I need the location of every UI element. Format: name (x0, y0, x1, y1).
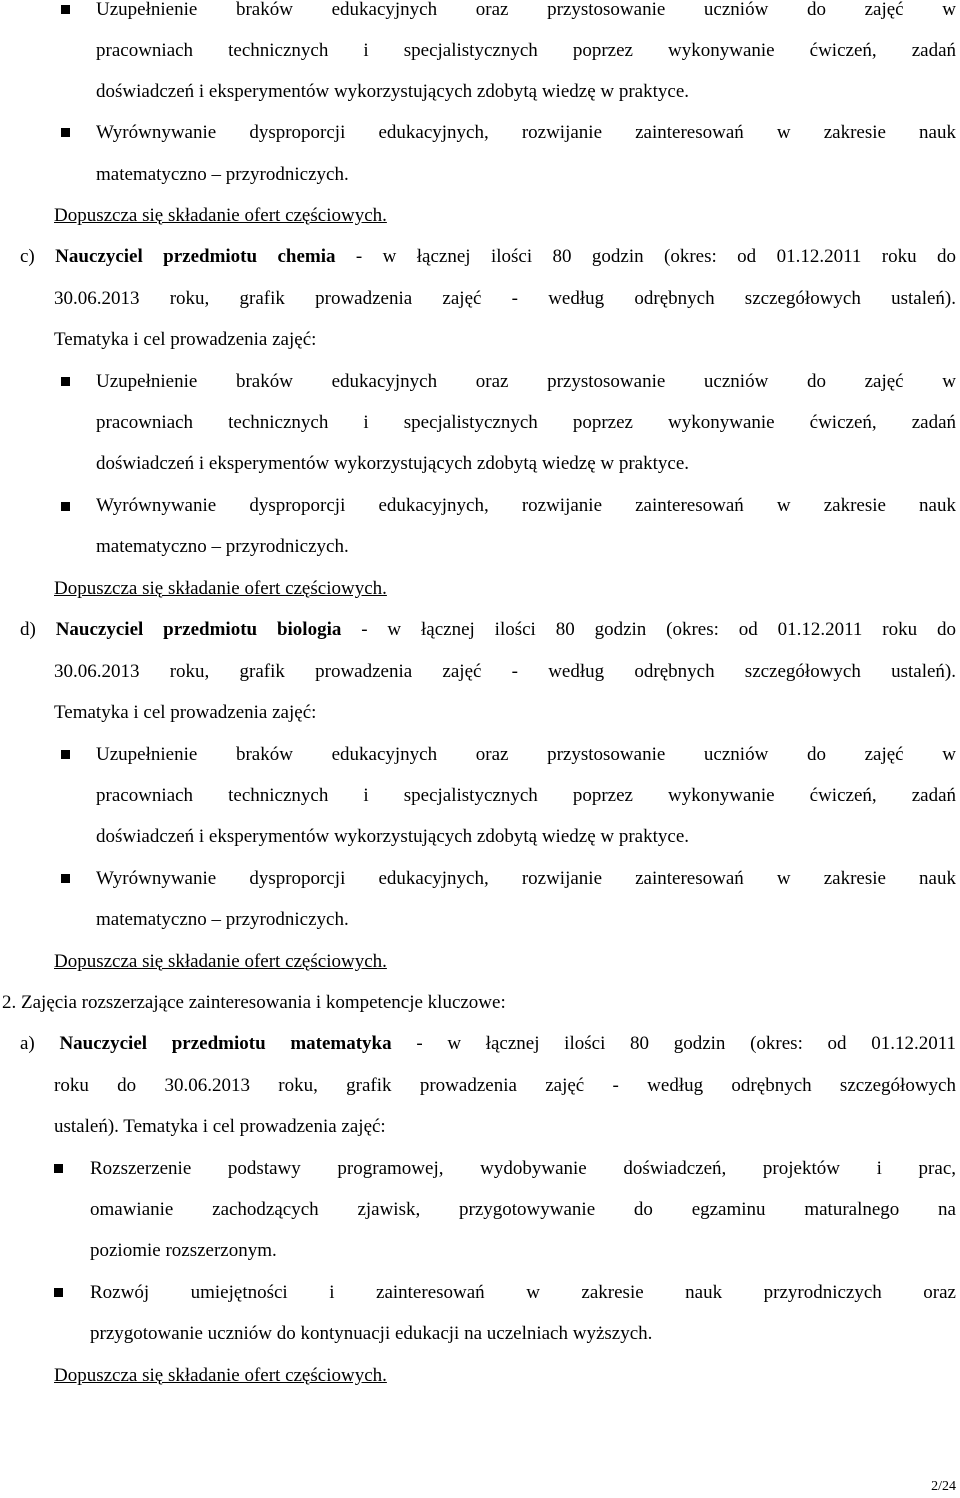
item-label: d) (20, 619, 36, 640)
text-line: Rozwój umiejętności i zainteresowań w zakresie nauk przyrodniczych oraz (90, 1282, 956, 1303)
text-line: Uzupełnienie braków edukacyjnych oraz przystosowanie uczniów do zajęć w (96, 744, 956, 765)
item-title: Nauczyciel przedmiotu matematyka (59, 1033, 392, 1054)
partial-offer-note: Dopuszcza się składanie ofert częściowych. (54, 1365, 387, 1386)
partial-offer-note: Dopuszcza się składanie ofert częściowych. (54, 951, 387, 972)
text-line: doświadczeń i eksperymentów wykorzystujących zdobytą wiedzę w praktyce. (96, 826, 690, 847)
text-line: 30.06.2013 roku, grafik prowadzenia zajęć - według odrębnych szczegółowych ustaleń). (54, 288, 956, 309)
text-line: doświadczeń i eksperymentów wykorzystujących zdobytą wiedzę w praktyce. (96, 453, 690, 474)
topic-label: Tematyka i cel prowadzenia zajęć: (54, 702, 317, 723)
text-line: pracowniach technicznych i specjalistycznych poprzez wykonywanie ćwiczeń, zadań (96, 412, 956, 433)
bullet-icon (61, 874, 70, 883)
item-details: - w łącznej ilości 80 godzin (okres: od 01.12.2011 roku do (341, 619, 956, 640)
bullet-icon (54, 1288, 63, 1297)
bullet-icon (61, 5, 70, 14)
text-line: matematyczno – przyrodniczych. (96, 164, 349, 185)
text-line: roku do 30.06.2013 roku, grafik prowadzenia zajęć - według odrębnych szczegółowych (54, 1075, 956, 1096)
item-heading-d (20, 618, 956, 642)
item-heading-c (20, 245, 956, 269)
item-details: - w łącznej ilości 80 godzin (okres: od 01.12.2011 roku do (335, 246, 956, 267)
text-line: 30.06.2013 roku, grafik prowadzenia zajęć - według odrębnych szczegółowych ustaleń). (54, 661, 956, 682)
topic-label: Tematyka i cel prowadzenia zajęć: (54, 329, 317, 350)
bullet-icon (54, 1164, 63, 1173)
text-line: matematyczno – przyrodniczych. (96, 909, 349, 930)
bullet-icon (61, 377, 70, 386)
text-line: pracowniach technicznych i specjalistycznych poprzez wykonywanie ćwiczeń, zadań (96, 785, 956, 806)
item-heading-a (20, 1032, 956, 1056)
item-label: a) (20, 1033, 35, 1054)
text-line: doświadczeń i eksperymentów wykorzystujących zdobytą wiedzę w praktyce. (96, 81, 690, 102)
partial-offer-note: Dopuszcza się składanie ofert częściowych. (54, 578, 387, 599)
text-line: przygotowanie uczniów do kontynuacji edukacji na uczelniach wyższych. (90, 1323, 653, 1344)
bullet-icon (61, 750, 70, 759)
section-heading: 2. Zajęcia rozszerzające zainteresowania i kompetencje kluczowe: (2, 992, 506, 1013)
text-line: Wyrównywanie dysproporcji edukacyjnych, rozwijanie zainteresowań w zakresie nauk (96, 122, 956, 143)
item-details: - w łącznej ilości 80 godzin (okres: od 01.12.2011 (391, 1033, 957, 1054)
text-line: omawianie zachodzących zjawisk, przygotowywanie do egzaminu maturalnego na (90, 1199, 956, 1220)
item-label: c) (20, 246, 35, 267)
text-line: Rozszerzenie podstawy programowej, wydobywanie doświadczeń, projektów i prac, (90, 1158, 956, 1179)
partial-offer-note: Dopuszcza się składanie ofert częściowych. (54, 205, 387, 226)
text-line: Uzupełnienie braków edukacyjnych oraz przystosowanie uczniów do zajęć w (96, 371, 956, 392)
text-line: Uzupełnienie braków edukacyjnych oraz przystosowanie uczniów do zajęć w (96, 0, 956, 20)
text-line: Wyrównywanie dysproporcji edukacyjnych, rozwijanie zainteresowań w zakresie nauk (96, 868, 956, 889)
bullet-icon (61, 502, 70, 511)
item-title: Nauczyciel przedmiotu chemia (55, 246, 336, 267)
text-line: poziomie rozszerzonym. (90, 1240, 277, 1261)
text-line: matematyczno – przyrodniczych. (96, 536, 349, 557)
text-line: Wyrównywanie dysproporcji edukacyjnych, rozwijanie zainteresowań w zakresie nauk (96, 495, 956, 516)
page-number: 2/24 (931, 1479, 956, 1494)
text-line: pracowniach technicznych i specjalistycznych poprzez wykonywanie ćwiczeń, zadań (96, 40, 956, 61)
text-line: ustaleń). Tematyka i cel prowadzenia zajęć: (54, 1116, 386, 1137)
item-title: Nauczyciel przedmiotu biologia (55, 619, 342, 640)
bullet-icon (61, 128, 70, 137)
